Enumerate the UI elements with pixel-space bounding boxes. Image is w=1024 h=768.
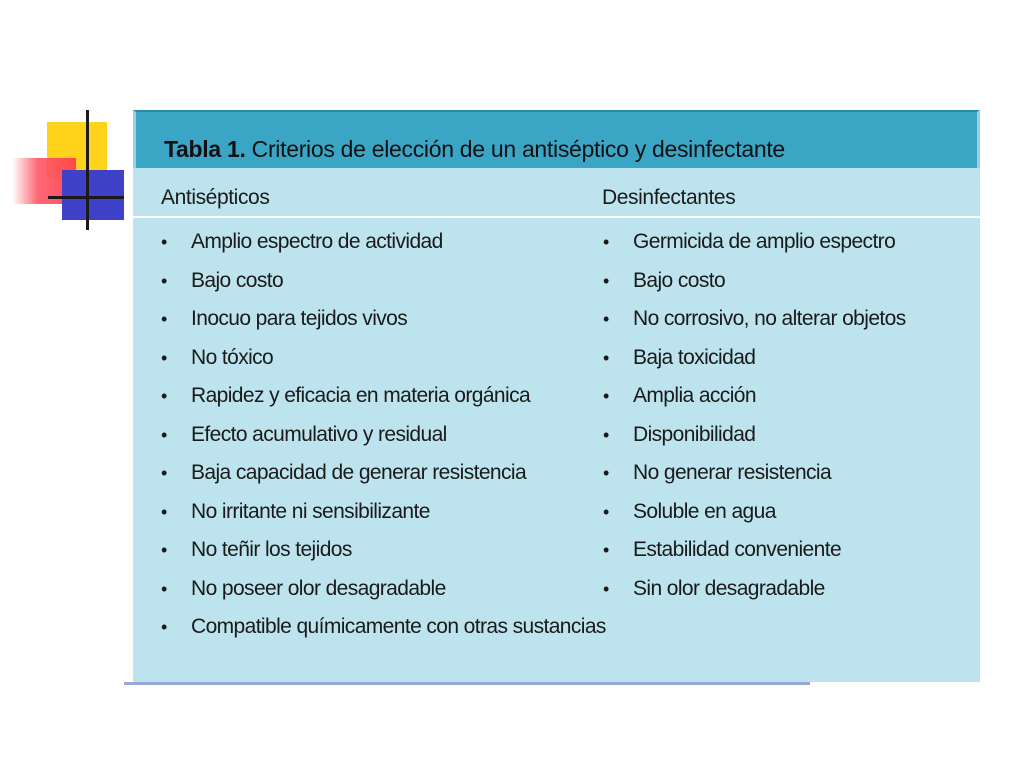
bullet: • bbox=[161, 578, 167, 599]
item-text: Sin olor desagradable bbox=[633, 576, 825, 600]
list-item bbox=[603, 384, 906, 423]
desinfectantes-list bbox=[603, 230, 906, 615]
table-title-text: Criterios de elección de un antiséptico y desinfectante bbox=[245, 136, 785, 162]
list-item bbox=[161, 307, 606, 346]
list-item bbox=[603, 500, 906, 539]
list-item bbox=[161, 577, 606, 616]
bullet: • bbox=[161, 270, 167, 291]
item-text: Baja capacidad de generar resistencia bbox=[191, 461, 527, 484]
item-text: No corrosivo, no alterar objetos bbox=[633, 307, 906, 330]
list-item bbox=[161, 615, 606, 654]
bullet: • bbox=[603, 501, 609, 522]
list-item bbox=[603, 269, 906, 308]
column-header-desinfectantes: Desinfectantes bbox=[602, 186, 736, 209]
list-item bbox=[161, 346, 606, 385]
bullet: • bbox=[161, 347, 167, 368]
list-item bbox=[603, 461, 906, 500]
item-text: No tóxico bbox=[191, 345, 274, 369]
bullet: • bbox=[603, 347, 609, 368]
logo-vertical-line bbox=[86, 110, 89, 230]
item-text: Bajo costo bbox=[633, 268, 726, 292]
bullet: • bbox=[161, 386, 167, 406]
table-title bbox=[164, 136, 785, 163]
item-text: Disponibilidad bbox=[633, 422, 756, 446]
column-header-antisepticos: Antisépticos bbox=[161, 186, 270, 209]
bullet: • bbox=[603, 463, 609, 483]
logo bbox=[0, 0, 140, 240]
item-text: Inocuo para tejidos vivos bbox=[191, 307, 408, 330]
list-item bbox=[603, 538, 906, 577]
bullet: • bbox=[603, 540, 609, 560]
item-text: Baja toxicidad bbox=[633, 345, 756, 369]
list-item bbox=[603, 230, 906, 269]
antisepticos-list bbox=[161, 230, 606, 654]
item-text: Compatible químicamente con otras sustancias bbox=[191, 615, 606, 638]
bullet: • bbox=[603, 309, 609, 329]
bullet: • bbox=[603, 424, 609, 445]
bullet: • bbox=[161, 617, 167, 637]
list-item bbox=[603, 346, 906, 385]
list-item bbox=[603, 307, 906, 346]
bullet: • bbox=[603, 270, 609, 291]
bullet: • bbox=[161, 309, 167, 329]
item-text: Estabilidad conveniente bbox=[633, 538, 842, 561]
bullet: • bbox=[161, 424, 167, 445]
bottom-divider bbox=[124, 682, 810, 685]
bullet: • bbox=[161, 232, 167, 252]
bullet: • bbox=[161, 540, 167, 560]
list-item bbox=[161, 269, 606, 308]
item-text: No irritante ni sensibilizante bbox=[191, 499, 430, 523]
item-text: Bajo costo bbox=[191, 268, 284, 292]
logo-blue-square bbox=[62, 170, 124, 220]
list-item bbox=[161, 384, 606, 423]
header-divider bbox=[133, 216, 980, 218]
list-item bbox=[161, 230, 606, 269]
item-text: No teñir los tejidos bbox=[191, 538, 352, 561]
item-text: Rapidez y eficacia en materia orgánica bbox=[191, 384, 531, 407]
table-title-label: Tabla 1. bbox=[164, 136, 246, 162]
table-header-bar bbox=[133, 110, 980, 168]
logo-horizontal-line bbox=[48, 196, 124, 199]
item-text: Efecto acumulativo y residual bbox=[191, 422, 447, 446]
criteria-table bbox=[133, 110, 980, 682]
item-text: No generar resistencia bbox=[633, 461, 832, 484]
bullet: • bbox=[161, 501, 167, 522]
bullet: • bbox=[161, 463, 167, 483]
list-item bbox=[603, 423, 906, 462]
list-item bbox=[161, 423, 606, 462]
item-text: Amplia acción bbox=[633, 384, 756, 407]
list-item bbox=[161, 500, 606, 539]
item-text: No poseer olor desagradable bbox=[191, 576, 446, 600]
bullet: • bbox=[603, 232, 609, 252]
item-text: Germicida de amplio espectro bbox=[633, 230, 896, 253]
list-item bbox=[603, 577, 906, 616]
item-text: Amplio espectro de actividad bbox=[191, 230, 443, 253]
bullet: • bbox=[603, 386, 609, 406]
list-item bbox=[161, 461, 606, 500]
bullet: • bbox=[603, 578, 609, 599]
list-item bbox=[161, 538, 606, 577]
item-text: Soluble en agua bbox=[633, 499, 776, 523]
